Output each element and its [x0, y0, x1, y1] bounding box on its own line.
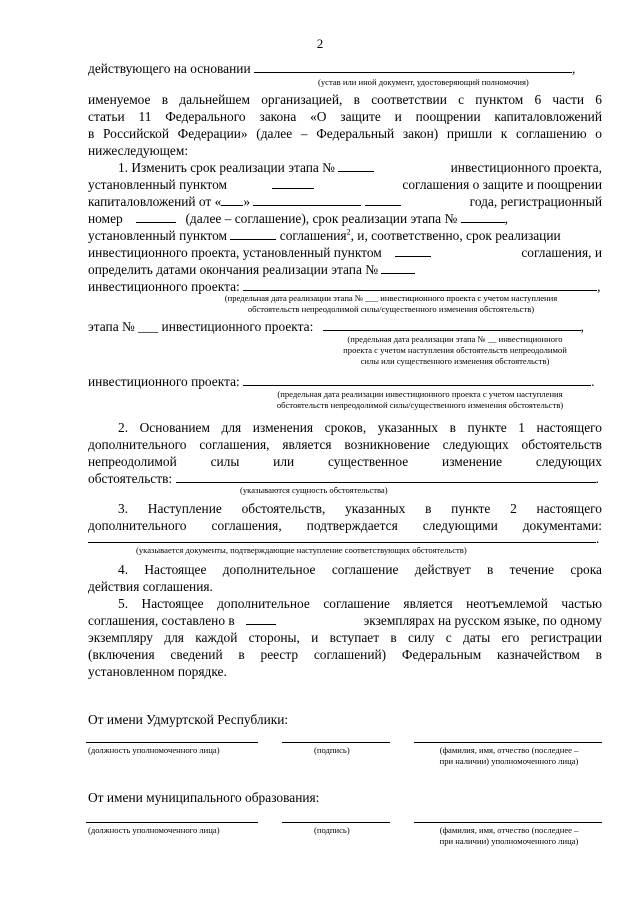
intro-line-2: статьи 11 Федерального закона «О защите и поощрении капиталовложений	[88, 109, 602, 124]
intro-line-1: именуемое в дальнейшем организацией, в соответствии с пунктом 6 части 6	[88, 92, 602, 107]
clause5-line-2: соглашения, составлено в экземплярах на русском языке, по одному	[88, 613, 602, 628]
clause4-line-1: 4. Настоящее дополнительное соглашение действует в течение срока	[118, 562, 602, 577]
stage-number-blank-3	[381, 261, 415, 274]
clause1-line-7: определить датами окончания реализации этапа №	[88, 261, 415, 278]
project-date-blank	[243, 373, 591, 386]
clause5-line-4: (включения сведений в реестр соглашений) Федеральным казначейством в	[88, 647, 602, 662]
clause5-line-3: экземпляру для каждой стороны, и вступает в силу с даты его регистрации	[88, 630, 602, 645]
footnote-mark: 2	[346, 227, 351, 237]
clause2-line-4: обстоятельств: .	[88, 471, 599, 486]
year-blank	[365, 193, 401, 206]
point-blank-2	[230, 227, 276, 240]
signature-hint-2: (подпись)	[314, 825, 350, 835]
acting-basis-line: действующего на основании ,	[88, 61, 576, 76]
signature-heading-republic: От имени Удмуртской Республики:	[88, 712, 289, 727]
month-blank	[253, 193, 361, 206]
name-hint-2: (фамилия, имя, отчество (последнее – при наличии) уполномоченного лица)	[439, 825, 579, 846]
clause4-line-2: действия соглашения.	[88, 579, 213, 594]
signature-heading-municipality: От имени муниципального образования:	[88, 790, 320, 805]
documents-blank	[88, 530, 596, 543]
signature-line-1	[282, 742, 390, 743]
clause1-line-5: установленный пунктом соглашения$^2$, и, соответственно, срок реализации	[88, 227, 561, 243]
acting-basis-label: действующего на основании	[88, 61, 251, 76]
day-blank	[221, 193, 243, 206]
hint-project-date: (предельная дата реализации инвестиционного проекта с учетом наступления обстоятельств непреодолимой силы/существенного изменения обстоятельств)	[276, 389, 564, 410]
stage-number-blank	[338, 159, 374, 172]
stage-deadline-blank	[243, 278, 597, 291]
position-line-1	[86, 742, 258, 743]
clause-point-blank	[272, 176, 314, 189]
position-line-2	[86, 822, 258, 823]
clause1-line-6: инвестиционного проекта, установленный пунктом соглашения, и	[88, 245, 602, 260]
signature-hint-1: (подпись)	[314, 745, 350, 755]
basis-document-blank	[254, 60, 572, 73]
clause1-line-4: номер (далее – соглашение), срок реализации этапа № ,	[88, 211, 508, 226]
clause2-line-3: непреодолимой силы или существенное изменение следующих	[88, 454, 602, 469]
clause2-line-1: 2. Основанием для изменения сроков, указанных в пункте 1 настоящего	[118, 420, 602, 435]
intro-line-4: нижеследующем:	[88, 143, 189, 158]
name-line-2	[414, 822, 602, 823]
clause1-line-3: капиталовложений от « » года, регистрационный	[88, 194, 602, 209]
position-hint-2: (должность уполномоченного лица)	[88, 825, 220, 835]
clause1-line-1: 1. Изменить срок реализации этапа № инвестиционного проекта,	[118, 160, 602, 175]
stage-number-blank-2	[461, 210, 505, 223]
hint-documents: (указывается документы, подтверждающие наступление соответствующих обстоятельств)	[136, 545, 467, 555]
intro-line-3: в Российской Федерации» (далее – Федеральный закон) пришли к соглашению о	[88, 126, 602, 141]
stage-date-blank	[323, 318, 581, 331]
hint-circumstances: (указываются сущность обстоятельства)	[240, 485, 388, 495]
clause3-line-1: 3. Наступление обстоятельств, указанных в пункте 2 настоящего	[118, 501, 602, 516]
clause3-line-2: дополнительного соглашения, подтверждается следующими документами:	[88, 518, 602, 533]
point-blank-3	[395, 244, 431, 257]
copies-blank	[246, 612, 276, 625]
project-label-line: инвестиционного проекта: .	[88, 374, 595, 389]
clause5-line-1: 5. Настоящее дополнительное соглашение является неотъемлемой частью	[118, 596, 602, 611]
stage-label-line: этапа № ___ инвестиционного проекта: ,	[88, 319, 585, 334]
page-number: 2	[316, 36, 324, 51]
signature-line-2	[282, 822, 390, 823]
clause5-line-5: установленном порядке.	[88, 664, 227, 679]
name-hint-1: (фамилия, имя, отчество (последнее – при наличии) уполномоченного лица)	[439, 745, 579, 766]
basis-hint: (устав или иной документ, удостоверяющий полномочия)	[318, 77, 529, 87]
registration-number-blank	[136, 210, 176, 223]
documents-line: .	[88, 530, 599, 547]
name-line-1	[414, 742, 602, 743]
hint-stage-deadline: (предельная дата реализации этапа № ___ инвестиционного проекта с учетом наступления обстоятельств непреодолимой силы/существенного изменения обстоятельств)	[224, 293, 558, 314]
clause2-line-2: дополнительного соглашения, является возникновение следующих обстоятельств	[88, 437, 602, 452]
clause1-line-8: инвестиционного проекта: ,	[88, 279, 601, 294]
position-hint-1: (должность уполномоченного лица)	[88, 745, 220, 755]
circumstances-blank	[176, 470, 596, 483]
hint-stage-date: (предельная дата реализации этапа № __ инвестиционного проекта с учетом наступления обстоятельств непреодолимой силы или существенного изменения обстоятельств)	[343, 334, 567, 366]
clause1-line-2: установленный пунктом соглашения о защите и поощрении	[88, 177, 602, 192]
